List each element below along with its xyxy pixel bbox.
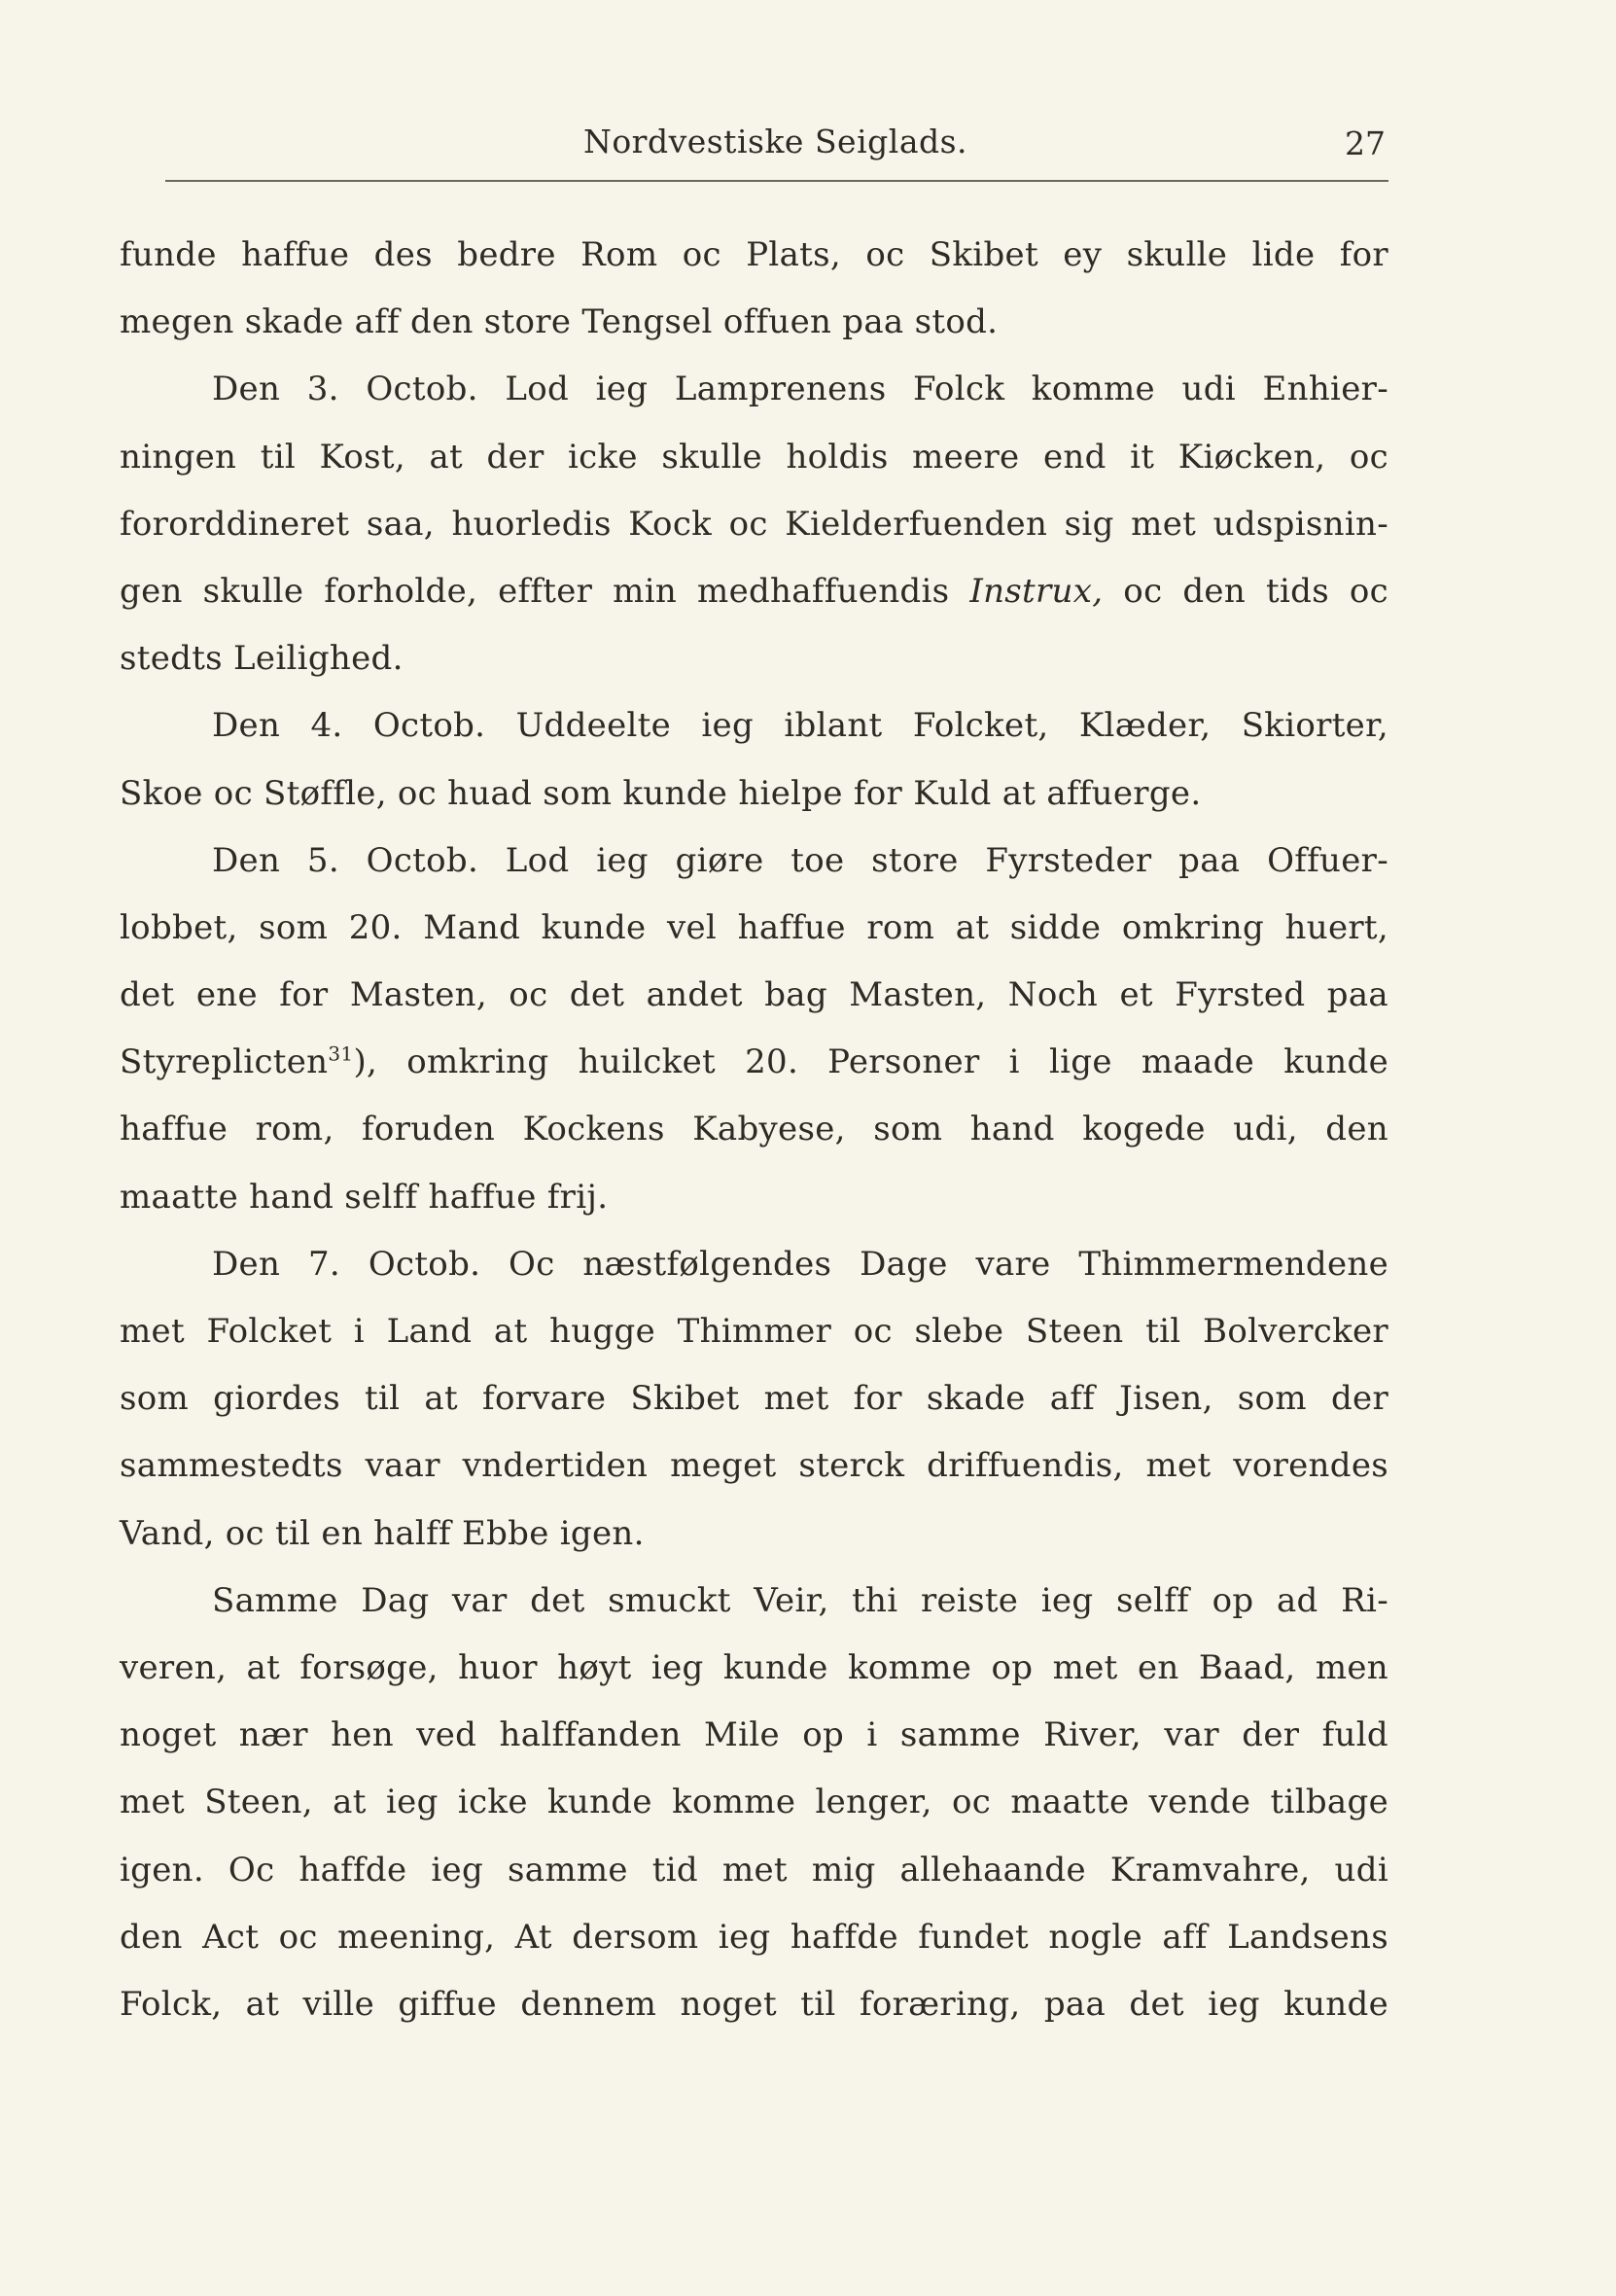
text-fragment: ), omkring huilcket 20. Personer i lige maade kunde — [353, 1042, 1388, 1082]
running-head — [165, 115, 1386, 169]
text-line: met Folcket i Land at hugge Thimmer oc slebe Steen til Bolvercker — [120, 1312, 1388, 1351]
text-line: sammestedts vaar vndertiden meget sterck driffuendis, met vorendes — [120, 1446, 1388, 1486]
body-text — [120, 222, 1388, 2038]
text-line: Den 3. Octob. Lod ieg Lamprenens Folck komme udi Enhier- — [212, 370, 1388, 409]
text-line — [120, 1029, 1388, 1096]
text-line: ningen til Kost, at der icke skulle holdis meere end it Kiøcken, oc — [120, 437, 1388, 477]
text-line: Den 5. Octob. Lod ieg giøre toe store Fyrsteder paa Offuer- — [212, 840, 1388, 880]
text-line: veren, at forsøge, huor høyt ieg kunde komme op met en Baad, men — [120, 1647, 1388, 1687]
text-line: maatte hand selff haffue frij. — [120, 1177, 609, 1217]
italic-term: Instrux, — [969, 571, 1104, 611]
page-number: 27 — [1345, 124, 1386, 162]
text-line — [120, 558, 1388, 625]
text-line: igen. Oc haffde ieg samme tid met mig allehaande Kramvahre, udi — [120, 1850, 1388, 1890]
text-line: noget nær hen ved halffanden Mile op i samme River, var der fuld — [120, 1715, 1388, 1755]
text-line: Vand, oc til en halff Ebbe igen. — [120, 1513, 645, 1553]
running-title: Nordvestiske Seiglads. — [582, 123, 968, 160]
text-fragment: oc den tids oc — [1123, 571, 1389, 611]
text-line: Folck, at ville giffue dennem noget til foræring, paa det ieg kunde — [120, 1984, 1388, 2024]
text-line: fororddineret saa, huorledis Kock oc Kielderfuenden sig met udspisnin- — [120, 504, 1388, 544]
text-line: met Steen, at ieg icke kunde komme lenger, oc maatte vende tilbage — [120, 1783, 1388, 1822]
header-rule — [165, 180, 1388, 182]
text-fragment: gen skulle forholde, effter min medhaffuendis — [120, 571, 950, 611]
text-line: Den 4. Octob. Uddeelte ieg iblant Folcket, Klæder, Skiorter, — [212, 706, 1388, 746]
text-line: haffue rom, foruden Kockens Kabyese, som hand kogede udi, den — [120, 1110, 1388, 1149]
text-line: lobbet, som 20. Mand kunde vel haffue rom at sidde omkring huert, — [120, 907, 1388, 947]
text-line: stedts Leilighed. — [120, 639, 404, 679]
footnote-marker: 31 — [328, 1042, 354, 1066]
text-line: megen skade aff den store Tengsel offuen paa stod. — [120, 302, 999, 342]
text-line: Skoe oc Støffle, oc huad som kunde hielpe for Kuld at affuerge. — [120, 773, 1202, 813]
text-fragment: Styreplicten — [120, 1042, 329, 1082]
text-line: det ene for Masten, oc det andet bag Masten, Noch et Fyrsted paa — [120, 975, 1388, 1015]
text-line: som giordes til at forvare Skibet met for skade aff Jisen, som der — [120, 1379, 1388, 1419]
text-line: Samme Dag var det smuckt Veir, thi reiste ieg selff op ad Ri- — [212, 1580, 1388, 1620]
text-line: Den 7. Octob. Oc næstfølgendes Dage vare Thimmermendene — [212, 1244, 1388, 1284]
text-line: den Act oc meening, At dersom ieg haffde fundet nogle aff Landsens — [120, 1917, 1388, 1957]
text-line: funde haffue des bedre Rom oc Plats, oc Skibet ey skulle lide for — [120, 235, 1388, 274]
